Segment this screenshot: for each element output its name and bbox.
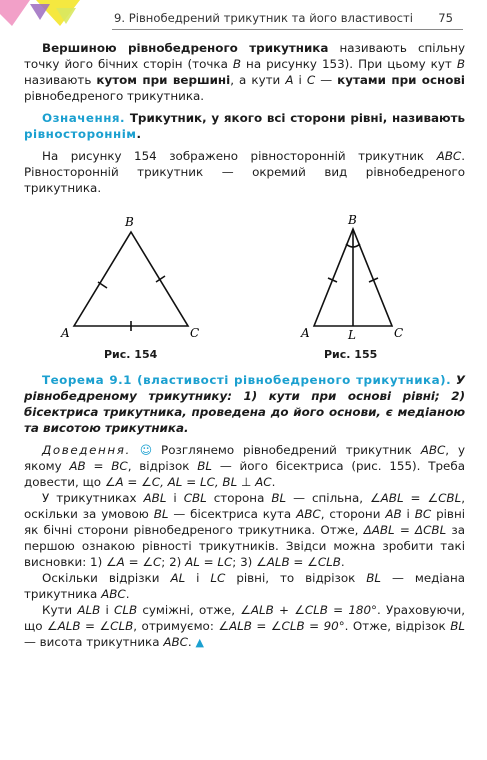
end-of-proof-icon: ▲ [195,636,204,649]
header-divider [112,29,463,30]
figures-diagram [24,196,465,372]
paragraph-vertex-definition: Вершиною рівнобедреного трикутника називають спільну точку його бічних сторін (точка B на рисунку 153). При цьому кут B називають кутом при вершині, а кути A і C — кутами при основі рівнобедреного трикутника. [24,41,466,103]
caption-fig-155: Рис. 155 [324,348,378,361]
fig155-label-b: B [348,213,357,227]
corner-decoration [0,0,112,32]
figure-155-triangle [314,229,392,326]
fig154-label-a: A [61,326,70,340]
fig154-label-b: B [125,215,134,229]
definition-equilateral: Означення. Трикутник, у якого всі сторони рівні, називають рівностороннім. [24,111,465,141]
figure-154-triangle [74,232,188,331]
page-content [24,40,465,651]
proof-altitude: Кути ALB і CLB суміжні, отже, ∠ALB + ∠CLB = 180°. Ураховуючи, що ∠ALB = ∠CLB, отримуємо: ∠ALB = ∠CLB = 90°. Отже, відрізок BL — висота трикутника ABC. ▲ [24,603,465,649]
fig154-label-c: C [190,326,200,340]
page-number: 75 [438,11,453,25]
theorem-9-1: Теорема 9.1 (властивості рівнобедреного трикутника). У рівнобедреному трикутнику: 1) кути при основі рівні; 2) бісектриса трикутника, проведена до його основи, є медіаною та висотою трикутника. [24,373,465,435]
chapter-title: 9. Рівнобедрений трикутник та його властивості [114,11,413,25]
fig155-label-l: L [348,328,356,342]
proof-congruence: У трикутниках ABL і CBL сторона BL — спільна, ∠ABL = ∠CBL, оскільки за умовою BL — бісектриса кута ABC, сторони AB і BC рівні як бічні сторони рівнобедреного трикутника. Отже, ΔABL = ΔCBL за першою ознакою рівності трикутників. Звідси можна зробити такі висновки: 1) ∠A = ∠C; 2) AL = LC; 3) ∠ALB = ∠CLB. [24,491,466,569]
figures-area [24,196,465,372]
fig155-label-c: C [394,326,404,340]
proof-median: Оскільки відрізки AL і LC рівні, то відрізок BL — медіана трикутника ABC. [24,571,466,601]
fig155-label-a: A [301,326,310,340]
smile-icon: ☺ [139,443,153,457]
paragraph-figure-154: На рисунку 154 зображено рівносторонній трикутник ABC. Рівносторонній трикутник — окремий вид рівнобедреного трикутника. [24,149,465,195]
caption-fig-154: Рис. 154 [104,348,158,361]
proof-intro: Доведення. ☺ Розглянемо рівнобедрений трикутник ABC, у якому AB = BC, відрізок BL — його бісектриса (рис. 155). Треба довести, що ∠A = ∠C, AL = LC, BL ⊥ AC. [24,443,465,489]
page-header [0,0,487,34]
